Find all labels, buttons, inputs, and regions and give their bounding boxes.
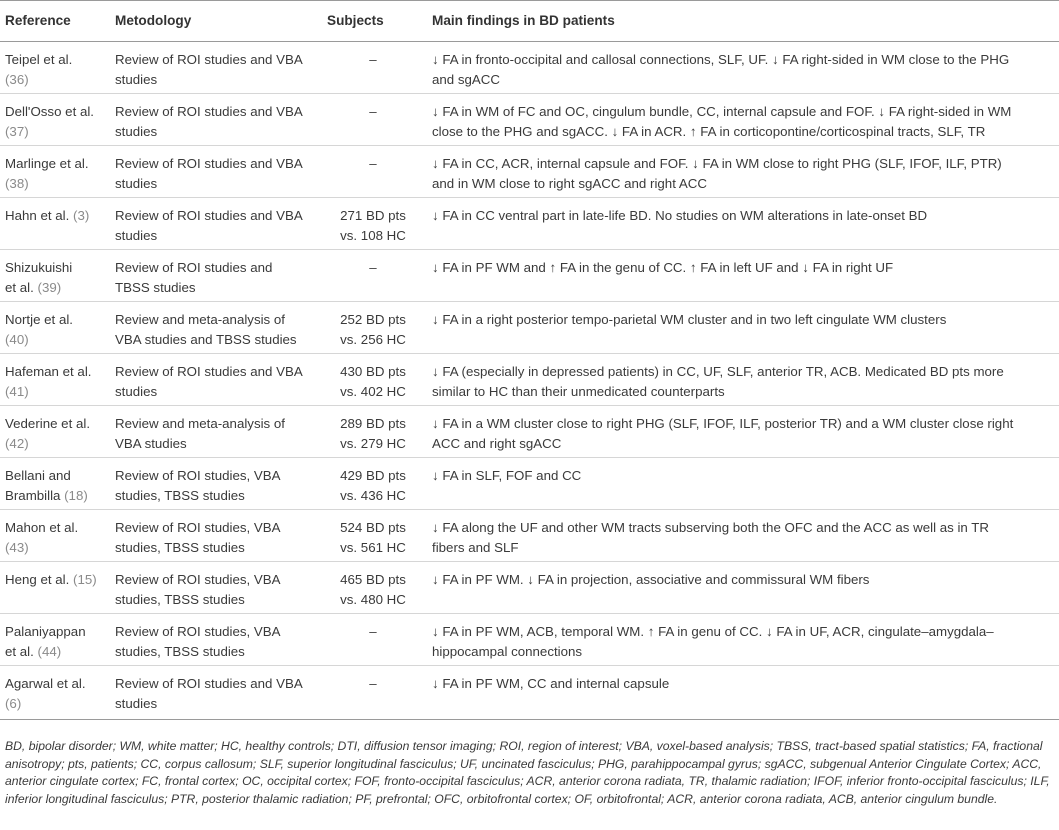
- reference-citation-link[interactable]: (41): [5, 384, 29, 399]
- cell-findings: ↓ FA in fronto-occipital and callosal connections, SLF, UF. ↓ FA right-sided in WM close to the PHG and sgACC: [432, 52, 1010, 87]
- reference-citation-link[interactable]: (3): [73, 208, 90, 223]
- reference-authors: Dell'Osso et al.: [5, 104, 95, 119]
- cell-methodology: Review of ROI studies and VBA studies: [115, 676, 303, 711]
- cell-methodology: Review of ROI studies, VBA studies, TBSS studies: [115, 572, 281, 607]
- header-reference: Reference: [5, 13, 71, 28]
- reference-citation-link[interactable]: (39): [37, 280, 62, 295]
- reference-authors: Vederine et al.: [5, 416, 91, 431]
- cell-reference: [5, 50, 105, 90]
- cell-findings: ↓ FA (especially in depressed patients) in CC, UF, SLF, anterior TR, ACB. Medicated BD pts more similar to HC than their unmedicated counterparts: [432, 364, 1004, 399]
- cell-methodology: Review and meta-analysis of VBA studies: [115, 416, 285, 451]
- table-row: [0, 198, 1059, 250]
- cell-subjects: –: [369, 156, 377, 171]
- table-row: [0, 42, 1059, 94]
- cell-subjects: –: [369, 260, 377, 275]
- reference-citation-link[interactable]: (43): [5, 540, 29, 555]
- reference-authors: Palaniyappan et al.: [5, 624, 86, 659]
- cell-subjects: 429 BD pts vs. 436 HC: [340, 468, 406, 503]
- reference-authors: Nortje et al.: [5, 312, 73, 327]
- cell-reference: [5, 622, 105, 662]
- cell-methodology: Review of ROI studies and VBA studies: [115, 364, 303, 399]
- table-row: [0, 510, 1059, 562]
- cell-reference: [5, 674, 105, 714]
- reference-authors: Hahn et al.: [5, 208, 74, 223]
- cell-reference: [5, 310, 105, 350]
- cell-methodology: Review of ROI studies, VBA studies, TBSS studies: [115, 520, 281, 555]
- cell-reference: [5, 466, 105, 506]
- cell-findings: ↓ FA in PF WM, ACB, temporal WM. ↑ FA in genu of CC. ↓ FA in UF, ACR, cingulate–amygdala– hippocampal connections: [432, 624, 994, 659]
- cell-findings: ↓ FA in WM of FC and OC, cingulum bundle, CC, internal capsule and FOF. ↓ FA right-sided in WM close to the PHG and sgACC. ↓ FA in ACR. ↑ FA in corticopontine/corticospinal tracts, SLF, TR: [432, 104, 1012, 139]
- table-header: [0, 0, 1059, 42]
- cell-subjects: 271 BD pts vs. 108 HC: [340, 208, 406, 243]
- cell-subjects: –: [369, 676, 377, 691]
- cell-reference: [5, 518, 105, 558]
- cell-findings: ↓ FA in CC ventral part in late-life BD. No studies on WM alterations in late-onset BD: [432, 208, 928, 223]
- table-row: [0, 614, 1059, 666]
- cell-findings: ↓ FA in SLF, FOF and CC: [432, 468, 582, 483]
- cell-methodology: Review of ROI studies and VBA studies: [115, 52, 303, 87]
- reference-citation-link[interactable]: (42): [5, 436, 29, 451]
- cell-reference: [5, 102, 105, 142]
- table-row: [0, 302, 1059, 354]
- cell-reference: [5, 414, 105, 454]
- cell-subjects: 524 BD pts vs. 561 HC: [340, 520, 406, 555]
- reference-authors: Mahon et al.: [5, 520, 79, 535]
- table-row: [0, 458, 1059, 510]
- cell-findings: ↓ FA along the UF and other WM tracts subserving both the OFC and the ACC as well as in TR fibers and SLF: [432, 520, 990, 555]
- cell-methodology: Review and meta-analysis of VBA studies and TBSS studies: [115, 312, 297, 347]
- cell-findings: ↓ FA in PF WM, CC and internal capsule: [432, 676, 670, 691]
- reference-citation-link[interactable]: (44): [37, 644, 62, 659]
- cell-subjects: –: [369, 52, 377, 67]
- cell-subjects: –: [369, 624, 377, 639]
- header-methodology: Metodology: [115, 13, 192, 28]
- cell-reference: [5, 206, 105, 226]
- table-footnote: BD, bipolar disorder; WM, white matter; HC, healthy controls; DTI, diffusion tensor imaging; ROI, region of interest; VBA, voxel-based analysis; TBSS, tract-based spatial statistics; FA, fractional anisotropy; pts, patients; CC, corpus callosum; SLF, superior longitudinal fasciculus; UF, uncinated fasciculus; PHG, parahippocampal gyrus; sgACC, subgenual Anterior Cingulate Cortex; ACC, anterior cingulate cortex; FC, frontal cortex; OC, occipital cortex; FOF, fronto-occipital fasciculus; ACR, anterior corona radiata, TR, thalamic radiation; IFOF, inferior fronto-occipital fasciculus; ILF, inferior longitudinal fasciculus; PTR, posterior thalamic radiation; PF, prefrontal; OFC, orbitofrontal cortex; OF, orbitofrontal; ACR, anterior corona radiata, ACB, anterior cingulum bundle.: [5, 739, 1050, 806]
- cell-subjects: 252 BD pts vs. 256 HC: [340, 312, 406, 347]
- cell-findings: ↓ FA in a WM cluster close to right PHG (SLF, IFOF, ILF, posterior TR) and a WM cluster close right ACC and right sgACC: [432, 416, 1014, 451]
- table-row: [0, 250, 1059, 302]
- table-row: [0, 666, 1059, 720]
- cell-methodology: Review of ROI studies, VBA studies, TBSS studies: [115, 624, 281, 659]
- cell-methodology: Review of ROI studies, VBA studies, TBSS studies: [115, 468, 281, 503]
- cell-methodology: Review of ROI studies and VBA studies: [115, 208, 303, 243]
- reference-authors: Hafeman et al.: [5, 364, 92, 379]
- reference-citation-link[interactable]: (37): [5, 124, 29, 139]
- reference-citation-link[interactable]: (6): [5, 696, 22, 711]
- header-findings: Main findings in BD patients: [432, 13, 615, 28]
- cell-methodology: Review of ROI studies and TBSS studies: [115, 260, 273, 295]
- cell-findings: ↓ FA in a right posterior tempo-parietal WM cluster and in two left cingulate WM clusters: [432, 312, 947, 327]
- cell-methodology: Review of ROI studies and VBA studies: [115, 104, 303, 139]
- reference-citation-link[interactable]: (36): [5, 72, 29, 87]
- reference-citation-link[interactable]: (38): [5, 176, 29, 191]
- cell-reference: [5, 362, 105, 402]
- header-subjects: Subjects: [327, 13, 384, 28]
- reference-authors: Teipel et al.: [5, 52, 73, 67]
- table-row: [0, 354, 1059, 406]
- cell-subjects: –: [369, 104, 377, 119]
- cell-subjects: 430 BD pts vs. 402 HC: [340, 364, 406, 399]
- table-row: [0, 562, 1059, 614]
- cell-subjects: 465 BD pts vs. 480 HC: [340, 572, 406, 607]
- cell-findings: ↓ FA in PF WM. ↓ FA in projection, associative and commissural WM fibers: [432, 572, 870, 587]
- reference-citation-link[interactable]: (15): [73, 572, 97, 587]
- table-row: [0, 406, 1059, 458]
- reference-authors: Marlinge et al.: [5, 156, 89, 171]
- cell-findings: ↓ FA in CC, ACR, internal capsule and FOF. ↓ FA in WM close to right PHG (SLF, IFOF, ILF, PTR) and in WM close to right sgACC and right ACC: [432, 156, 1002, 191]
- table-row: [0, 146, 1059, 198]
- cell-subjects: 289 BD pts vs. 279 HC: [340, 416, 406, 451]
- reference-authors: Heng et al.: [5, 572, 74, 587]
- cell-methodology: Review of ROI studies and VBA studies: [115, 156, 303, 191]
- reference-authors: Agarwal et al.: [5, 676, 86, 691]
- table-row: [0, 94, 1059, 146]
- reference-citation-link[interactable]: (40): [5, 332, 29, 347]
- cell-findings: ↓ FA in PF WM and ↑ FA in the genu of CC. ↑ FA in left UF and ↓ FA in right UF: [432, 260, 894, 275]
- cell-reference: [5, 258, 105, 298]
- reference-citation-link[interactable]: (18): [64, 488, 88, 503]
- reference-authors: Bellani and Brambilla: [5, 468, 71, 503]
- cell-reference: [5, 570, 105, 590]
- reference-authors: Shizukuishi et al.: [5, 260, 73, 295]
- cell-reference: [5, 154, 105, 194]
